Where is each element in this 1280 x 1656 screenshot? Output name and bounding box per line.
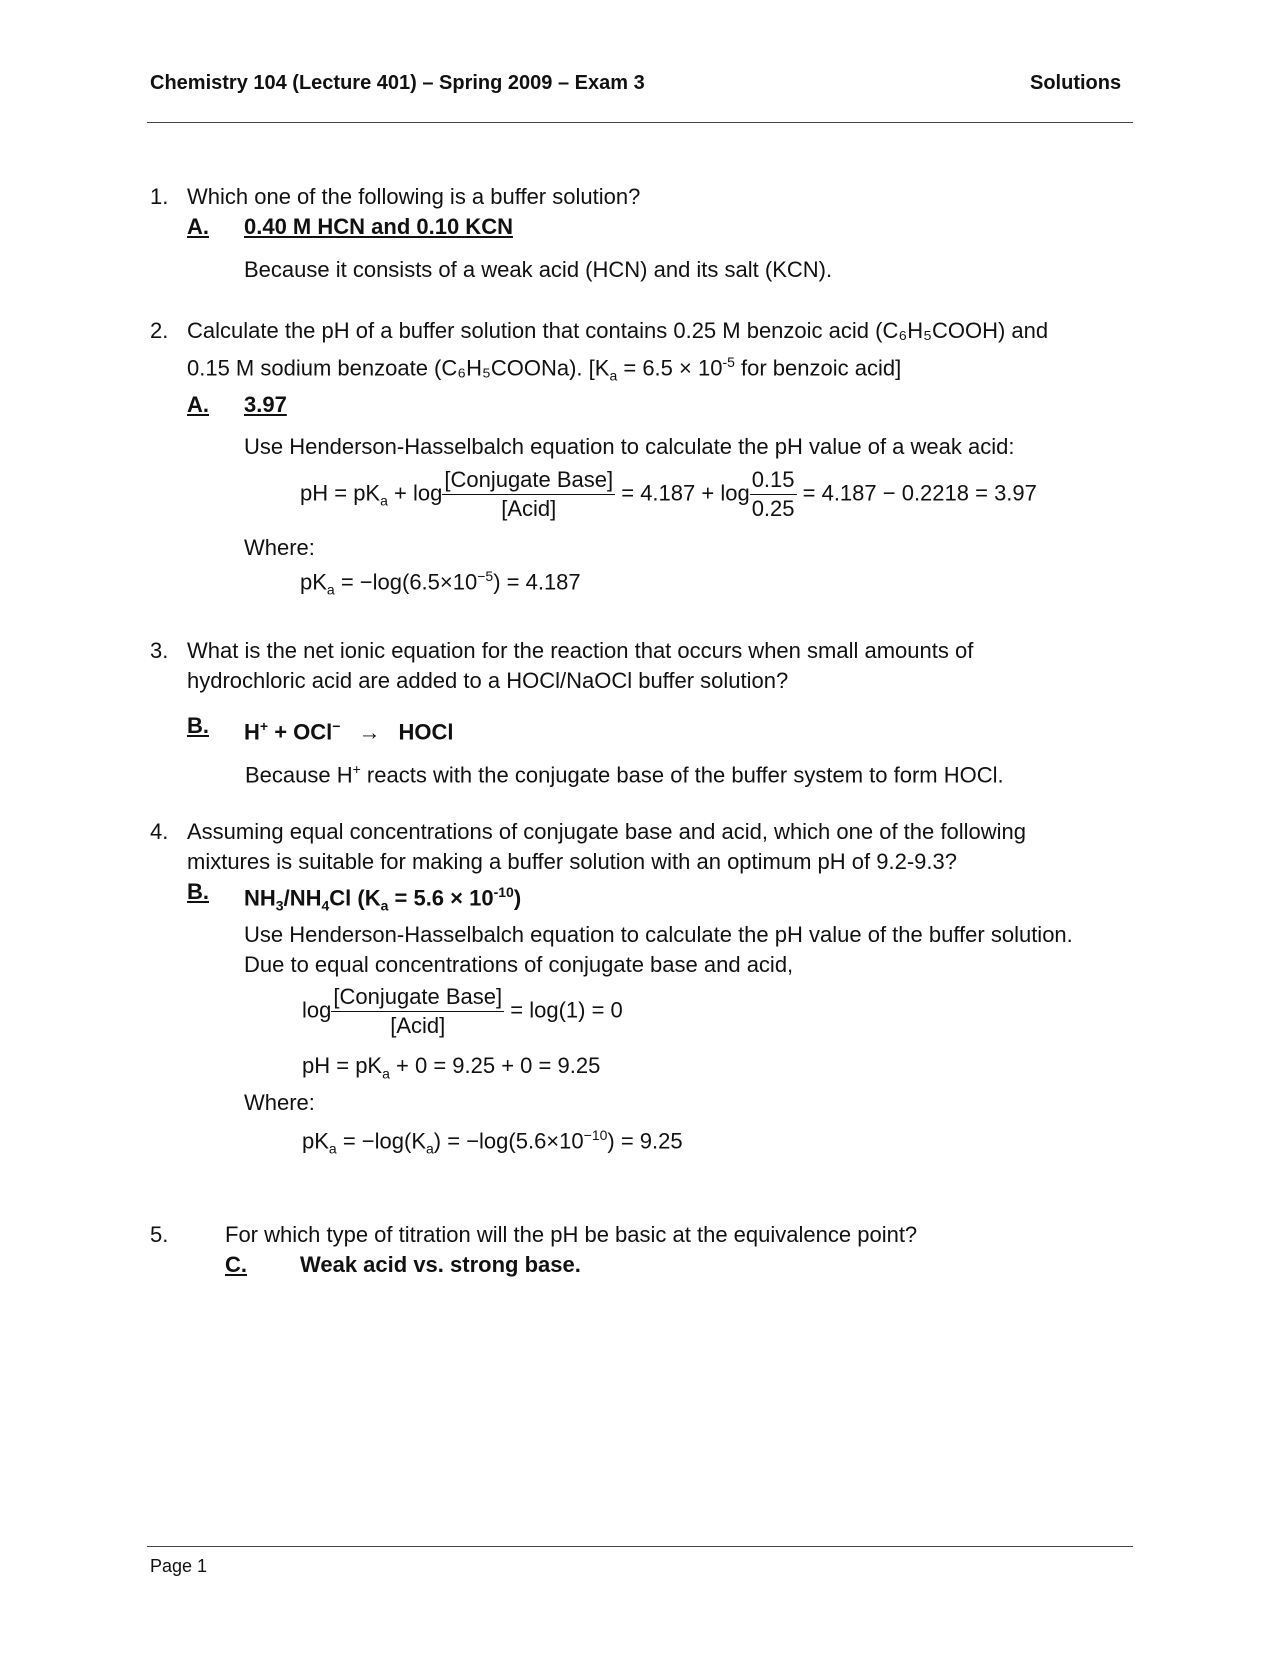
text-segment: = 6.5 × 10 — [617, 355, 723, 381]
subscript: a — [326, 581, 335, 598]
text-segment: + 0 = 9.25 + 0 = 9.25 — [389, 1053, 601, 1078]
question-number: 1. — [150, 184, 169, 209]
footer-divider — [147, 1546, 1133, 1547]
page-number: Page 1 — [150, 1556, 208, 1576]
text-segment: H — [244, 719, 260, 745]
answer-letter: B. — [187, 879, 209, 904]
where-label: Where: — [244, 535, 315, 560]
henderson-hasselbalch-equation — [300, 466, 1037, 523]
text-segment: NH — [244, 885, 276, 911]
answer-letter: A. — [187, 214, 209, 239]
page-title: Chemistry 104 (Lecture 401) – Spring 2009 – Exam 3 — [150, 72, 645, 94]
question-text-line-1: What is the net ionic equation for the reaction that occurs when small amounts of — [187, 638, 974, 663]
explanation-line-2: Due to equal concentrations of conjugate base and acid, — [244, 952, 794, 977]
answer-text: Weak acid vs. strong base. — [300, 1252, 581, 1277]
text-segment: reacts with the conjugate base of the buffer system to form HOCl. — [360, 762, 1004, 788]
explanation: Use Henderson-Hasselbalch equation to calculate the pH value of a weak acid: — [244, 434, 1015, 459]
answer-letter: C. — [225, 1252, 247, 1277]
subscript: a — [426, 1140, 434, 1157]
text-segment: ) = −log(5.6×10 — [433, 1128, 584, 1154]
superscript: −5 — [477, 568, 494, 584]
subscript: 3 — [275, 897, 284, 914]
question-number: 2. — [150, 318, 169, 343]
text-segment: pH = pK — [300, 480, 381, 506]
arrow-icon: → — [358, 719, 381, 745]
text-segment: log — [302, 997, 332, 1023]
text-segment: ) = 9.25 — [607, 1128, 683, 1154]
numerator: [Conjugate Base] — [331, 983, 504, 1012]
question-text: Which one of the following is a buffer solution? — [187, 184, 641, 209]
text-segment: = −log(6.5×10 — [334, 569, 478, 595]
explanation: Because it consists of a weak acid (HCN) and its salt (KCN). — [244, 257, 833, 282]
numerator: [Conjugate Base] — [442, 466, 615, 495]
text-segment: = −log(K — [336, 1128, 426, 1154]
text-segment: pK — [300, 569, 327, 595]
text-segment: ) — [513, 885, 522, 911]
text-segment: Because H — [245, 762, 353, 788]
question-number: 3. — [150, 638, 169, 663]
superscript: − — [332, 718, 341, 734]
question-text-line-2: hydrochloric acid are added to a HOCl/NaOCl buffer solution? — [187, 668, 789, 693]
explanation-line-1: Use Henderson-Hasselbalch equation to calculate the pH value of the buffer solution. — [244, 922, 1073, 947]
answer-letter: B. — [187, 713, 209, 738]
text-segment: pH = pK — [302, 1053, 383, 1078]
answer-text — [244, 877, 521, 921]
superscript: −10 — [583, 1127, 608, 1143]
subscript: a — [380, 492, 388, 509]
denominator: [Acid] — [501, 496, 557, 521]
question-text-line-1: Assuming equal concentrations of conjugate base and acid, which one of the following — [187, 819, 1026, 844]
text-segment: = 5.6 × 10 — [388, 885, 494, 911]
header-divider — [147, 122, 1133, 123]
fraction — [750, 466, 797, 523]
answer-letter: A. — [187, 392, 209, 417]
answer-equation — [244, 711, 453, 747]
log-ratio-equation — [302, 983, 623, 1040]
pka-equation — [302, 1127, 683, 1157]
question-text-line-2: mixtures is suitable for making a buffer solution with an optimum pH of 9.2-9.3? — [187, 849, 957, 874]
text-segment: for benzoic acid] — [734, 355, 902, 381]
explanation — [245, 754, 1004, 790]
superscript: -5 — [722, 354, 735, 370]
ph-equation — [302, 1053, 600, 1081]
text-segment: + OCl — [268, 719, 333, 745]
denominator: [Acid] — [390, 1013, 446, 1038]
text-segment: + log — [387, 480, 443, 506]
numerator: 0.15 — [750, 466, 797, 495]
subscript: a — [328, 1140, 337, 1157]
header-solutions: Solutions — [1030, 72, 1122, 94]
denominator: 0.25 — [751, 496, 795, 521]
text-segment: Cl (K — [329, 885, 381, 911]
text-segment: = log(1) = 0 — [504, 997, 623, 1023]
subscript: 4 — [321, 897, 330, 914]
text-segment: ) = 4.187 — [493, 569, 581, 595]
subscript: a — [609, 367, 618, 384]
subscript: a — [380, 897, 389, 914]
question-text: For which type of titration will the pH be basic at the equivalence point? — [225, 1222, 918, 1247]
superscript: + — [352, 761, 361, 777]
answer-text: 0.40 M HCN and 0.10 KCN — [244, 214, 513, 239]
text-segment: /NH — [283, 885, 322, 911]
fraction — [331, 983, 504, 1040]
superscript: -10 — [493, 884, 514, 900]
answer-text: 3.97 — [244, 392, 287, 417]
question-number: 5. — [150, 1222, 169, 1247]
text-segment: = 4.187 + log — [615, 480, 750, 506]
pka-equation — [300, 568, 581, 598]
superscript: + — [259, 718, 269, 734]
question-text-line-1: Calculate the pH of a buffer solution that contains 0.25 M benzoic acid (C₆H₅COOH) and — [187, 318, 1049, 343]
question-number: 4. — [150, 819, 169, 844]
where-label: Where: — [244, 1090, 315, 1115]
text-segment: pK — [302, 1128, 329, 1154]
text-segment: = 4.187 − 0.2218 = 3.97 — [796, 480, 1037, 506]
text-segment: 0.15 M sodium benzoate (C₆H₅COONa). [K — [187, 355, 610, 381]
subscript: a — [382, 1065, 390, 1082]
text-segment: HOCl — [398, 719, 454, 745]
fraction — [442, 466, 615, 523]
question-text-line-2 — [187, 347, 901, 391]
